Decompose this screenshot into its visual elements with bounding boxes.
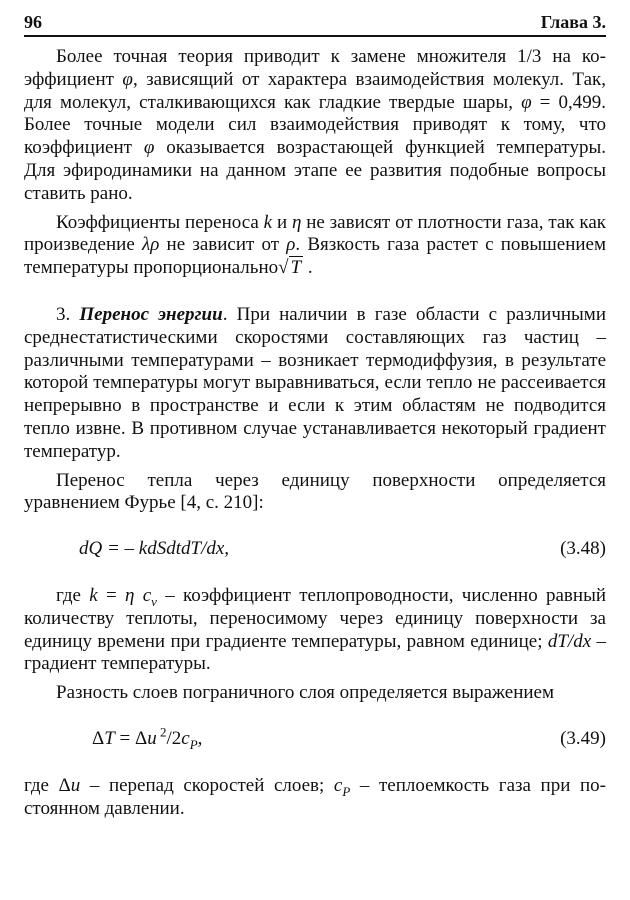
paragraph-boundary-layer: Разность слоев пограничного слоя определяется выражением <box>56 682 554 704</box>
equation-number: (3.49) <box>560 727 606 749</box>
paragraph-conductivity: где k = η $c_v$ – коэффициент теплопроводности, численно равный количеству теплоты, переносимому через единицу поверхности за единицу времени при градиенте температуры, равном единице; dT/dx – градиент температуры. <box>24 584 607 675</box>
page <box>24 12 606 820</box>
paragraph-1: Более точная теория приводит к замене множителя 1/3 на коэффициент φ, зависящий от характера взаимодействия молекул. Так, для молекул, сталкивающихся как гладкие твердые шары, φ = 0,499. Более точные модели сил взаимодействия приводят к тому, что коэффициент φ оказывается возрастающей функцией температуры. Для эфиродинамики на данном этапе ее развития подобные вопросы ставить рано. <box>24 46 607 204</box>
sqrt-T: √ T <box>278 257 302 279</box>
section-heading: Перенос энергии <box>79 303 223 325</box>
paragraph-2: Коэффициенты переноса k и η не зависят от плотности газа, так как произведение λρ не зависит от ρ. Вязкость газа растет с повышением температуры пропорционально√ T . <box>24 211 606 279</box>
paragraph-energy-transfer: 3. Перенос энергии. При наличии в газе области с различными среднестатистическими скоростями составляющих газ частиц – различными температурами – возникает термодиффузия, в результате которой температуры могут выравниваться, если тепло не рассеивается непрерывно в пространстве и если к этим областям не подводится тепло извне. В противном случае устанавливается некоторый градиент температур. <box>24 303 606 462</box>
equation-3-49 <box>24 724 606 752</box>
page-header <box>24 12 606 37</box>
equation-number: (3.48) <box>560 538 606 560</box>
page-number: 96 <box>24 12 42 32</box>
paragraph-final: где Δu – перепад скоростей слоев; $c_P$ – теплоемкость газа при постоянном давлении. <box>24 774 606 819</box>
chapter-title: Глава 3. <box>540 12 606 32</box>
paragraph-fourier: Перенос тепла через единицу поверхности определяется уравнением Фурье [4, с. 210]: <box>24 469 606 514</box>
equation-formula: ΔT = Δu $^2/2c_P$, <box>92 724 203 752</box>
equation-formula: dQ = – kdSdtdT/dx, <box>79 538 230 560</box>
equation-3-48 <box>24 538 606 561</box>
